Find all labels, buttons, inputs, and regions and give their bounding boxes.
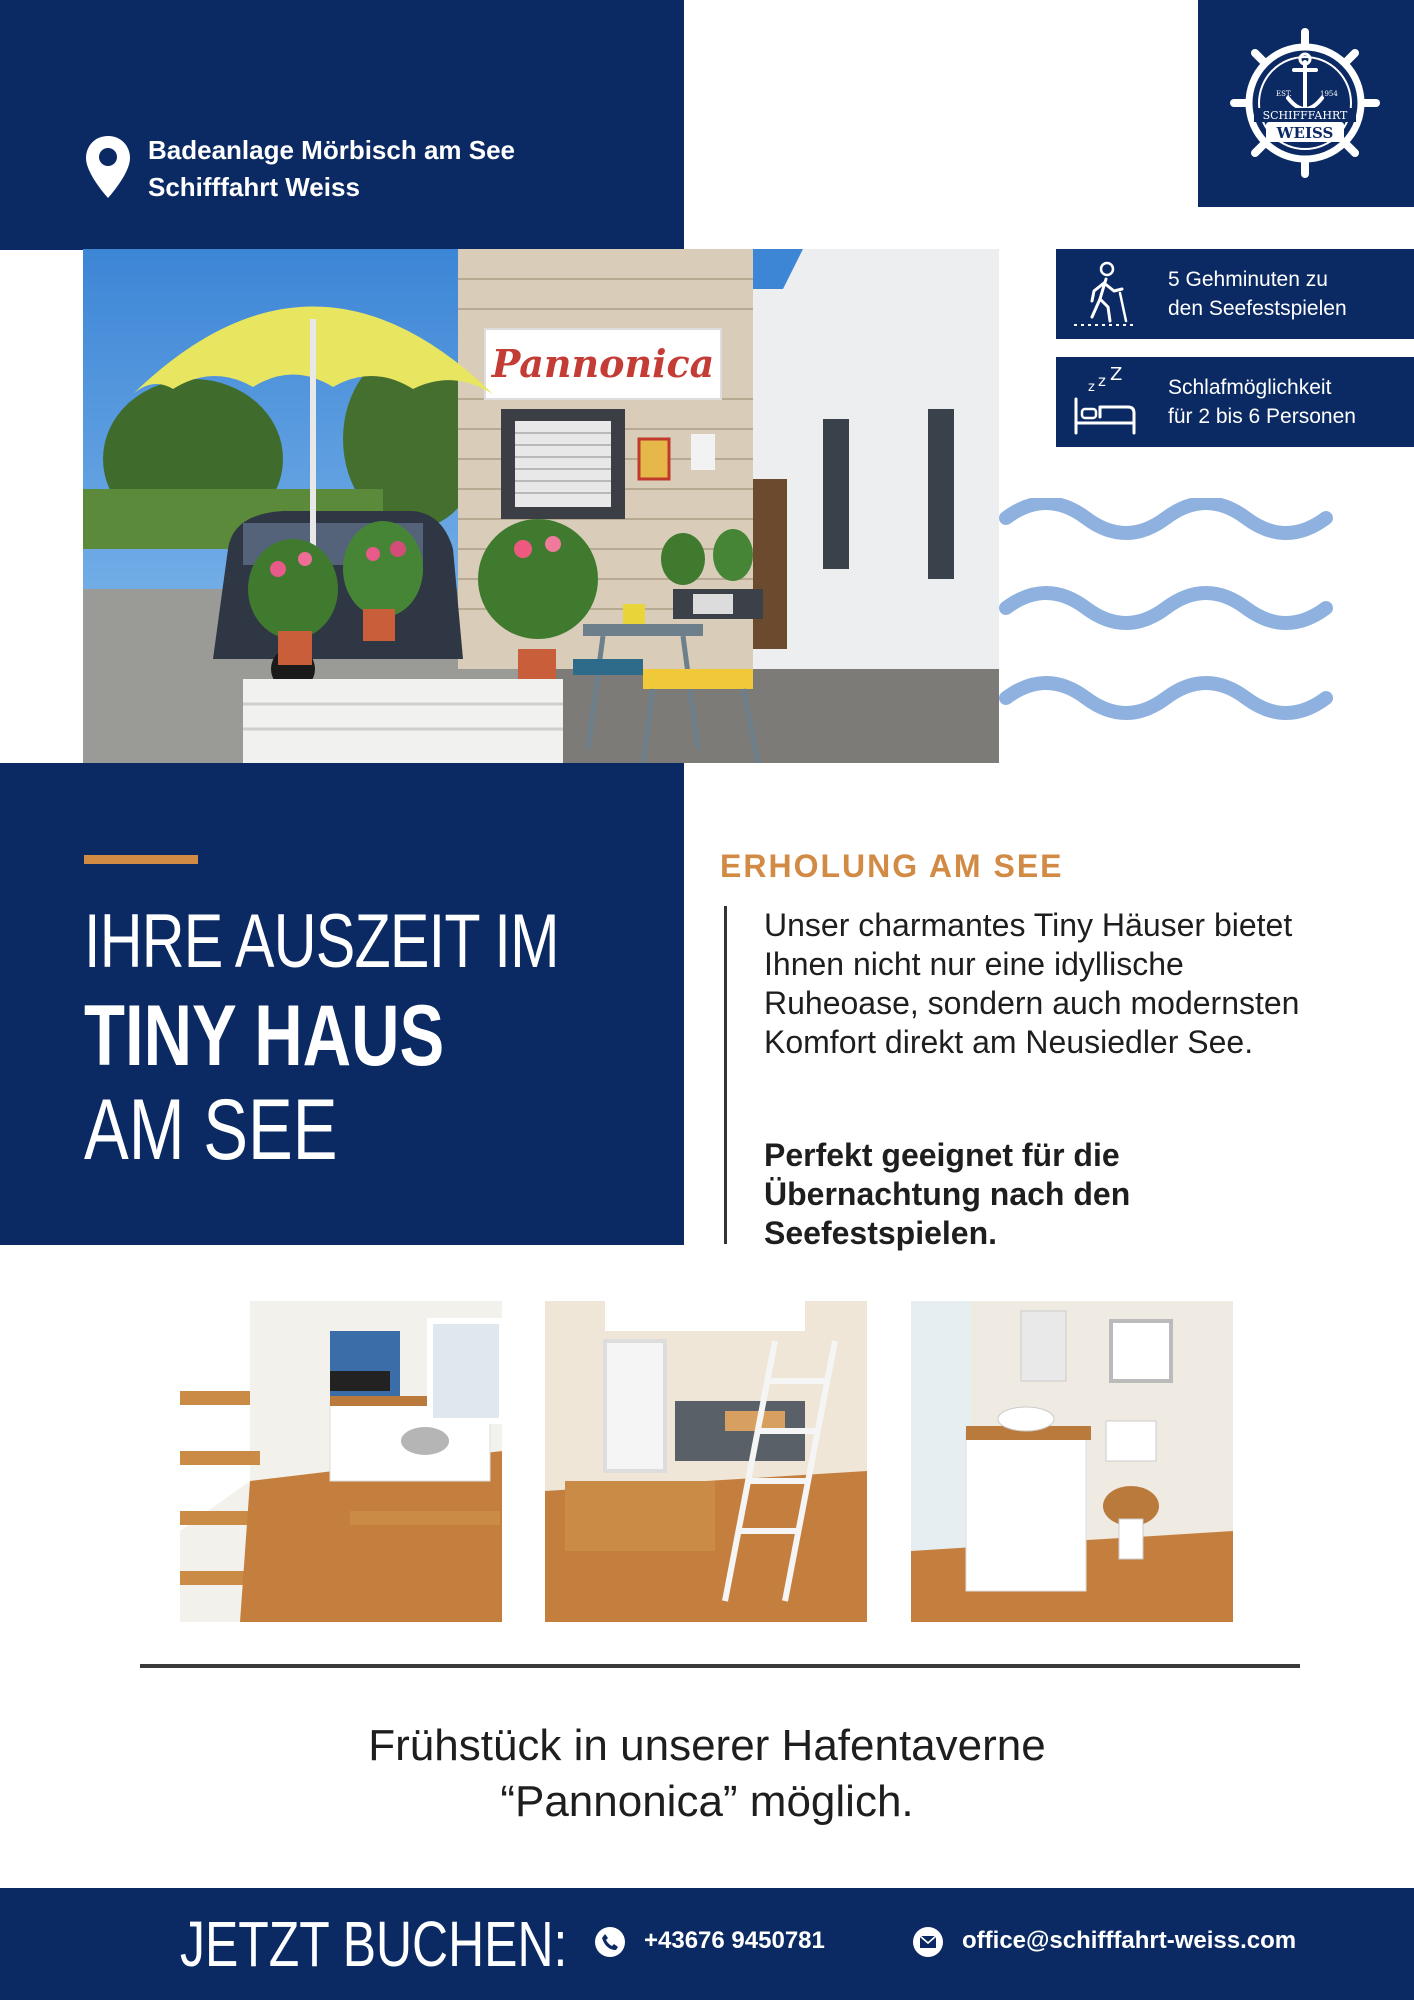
location-line-2: Schifffahrt Weiss: [148, 172, 360, 202]
info-walking-line-1: 5 Gehminuten zu: [1168, 268, 1328, 291]
svg-text:z: z: [1098, 372, 1106, 390]
divider-line: [140, 1664, 1300, 1668]
logo-name-top: SCHIFFFAHRT: [1262, 109, 1348, 122]
info-sleeping-line-1: Schlafmöglichkeit: [1168, 376, 1332, 399]
info-sleeping-line-2: für 2 bis 6 Personen: [1168, 405, 1356, 428]
footer: [0, 1888, 1414, 2000]
svg-text:Z: Z: [1110, 367, 1123, 385]
email-icon: [912, 1926, 944, 1958]
booking-cta: JETZT BUCHEN:: [180, 1908, 568, 1980]
location-line-1: Badeanlage Mörbisch am See: [148, 135, 516, 165]
gallery-photo-bathroom: [911, 1301, 1233, 1622]
section-highlight: Perfekt geeignet für die Übernachtung nach den Seefestspielen.: [764, 1137, 1131, 1251]
gallery-photo-living: [545, 1301, 867, 1622]
info-walking-line-2: den Seefestspielen: [1168, 297, 1347, 320]
headline-line-1: IHRE AUSZEIT IM: [84, 899, 559, 984]
logo-name-bottom: WEISS: [1276, 124, 1334, 142]
sleeping-bed-icon: [1070, 367, 1140, 437]
ship-wheel-logo: [1230, 28, 1380, 178]
breakfast-note: [0, 1718, 1414, 1830]
logo-year: 1954: [1320, 90, 1338, 98]
location-text: [148, 132, 515, 206]
phone-number[interactable]: +43676 9450781: [644, 1927, 825, 1954]
section-body: Unser charmantes Tiny Häuser bietet Ihnen nicht nur eine idyllische Ruheoase, sondern auch modernsten Komfort direkt am Neusiedler See.: [764, 907, 1300, 1060]
info-sleeping: [1056, 357, 1414, 447]
waves-decoration: [996, 498, 1356, 758]
headline-line-3: AM SEE: [84, 1082, 338, 1178]
photo-sign-text: Pannonica: [491, 341, 715, 386]
breakfast-line-1: Frühstück in unserer Hafentaverne: [368, 1721, 1046, 1770]
header-panel: [0, 0, 684, 250]
gallery-photo-kitchen: [180, 1301, 502, 1622]
email-address[interactable]: office@schifffahrt-weiss.com: [962, 1927, 1297, 1954]
phone-icon: [594, 1926, 626, 1958]
walking-person-icon: [1070, 259, 1140, 329]
headline: [84, 895, 693, 1177]
accent-bar: [84, 855, 198, 864]
info-walking-distance: [1056, 249, 1414, 339]
section-eyebrow: ERHOLUNG AM SEE: [720, 848, 1064, 884]
main-photo: [83, 249, 999, 763]
section-divider: [724, 906, 727, 1244]
location-pin-icon: [84, 134, 132, 200]
logo-panel: [1198, 0, 1414, 207]
headline-line-2: TINY HAUS: [84, 988, 445, 1084]
logo-est: EST.: [1276, 90, 1292, 98]
svg-text:z: z: [1088, 380, 1095, 395]
breakfast-line-2: “Pannonica” möglich.: [500, 1777, 914, 1826]
